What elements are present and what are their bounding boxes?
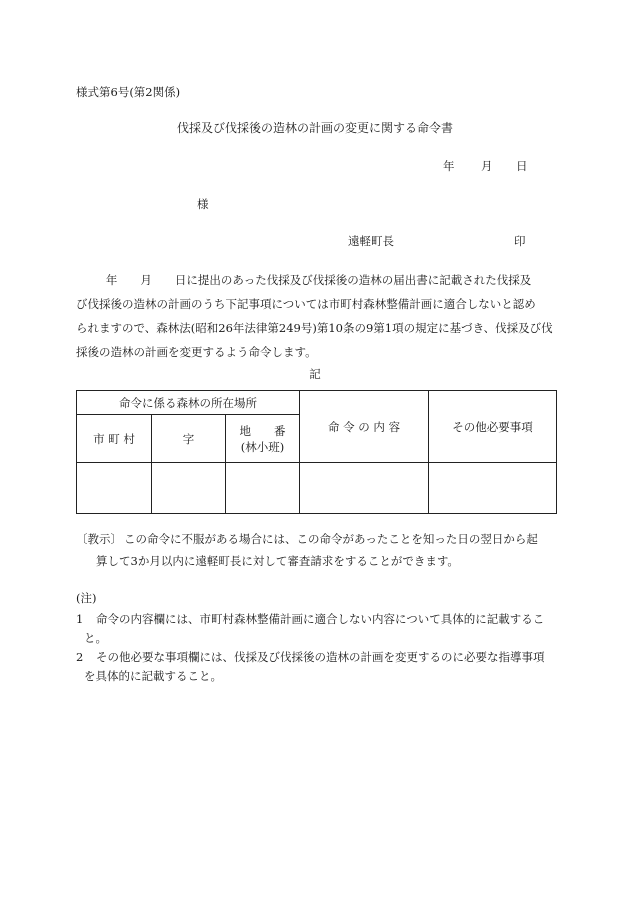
body-line: られますので、森林法(昭和26年法律第249号)第10条の9第1項の規定に基づき、伐採及び伐 [76,321,553,335]
addressee-suffix: 様 [197,197,209,211]
note-text: 命令の内容欄には、市町村森林整備計画に適合しない内容について具体的に記載するこ [96,612,545,626]
note-text-cont: と。 [84,631,107,645]
ki-heading: 記 [309,367,321,381]
other-header: その他必要事項 [429,391,557,463]
city-header: 市 町 村 [77,415,152,463]
date-year: 年 [443,159,455,173]
notice-line-2: 算して3か月以内に遠軽町長に対して審査請求をすることができます。 [96,554,459,568]
chiban-header [226,415,300,463]
issuer-name: 遠軽町長 [348,234,394,248]
content-header: 命 令 の 内 容 [300,391,429,463]
forest-location-table [76,390,557,514]
note-text: その他必要な事項欄には、伐採及び伐採後の造林の計画を変更するのに必要な指導事項 [96,650,545,664]
aza-cell[interactable] [152,463,226,514]
body-paragraph [76,268,558,364]
notes-header: (注) [76,591,97,605]
form-number: 様式第6号(第2関係) [76,85,181,99]
city-cell[interactable] [77,463,152,514]
other-cell[interactable] [429,463,557,514]
chiban-cell[interactable] [226,463,300,514]
note-text-cont: を具体的に記載すること。 [84,669,222,683]
aza-header: 字 [152,415,226,463]
body-line: 年 月 日に提出のあった伐採及び伐採後の造林の届出書に記載された伐採及 [105,273,532,287]
note-number: 2 [76,650,84,664]
chiban-sub-label: (林小班) [240,439,285,454]
location-header: 命令に係る森林の所在場所 [77,391,300,415]
note-number: 1 [76,612,84,626]
body-line: 採後の造林の計画を変更するよう命令します。 [76,345,317,359]
document-title: 伐採及び伐採後の造林の計画の変更に関する命令書 [176,121,453,135]
date-day: 日 [516,159,528,173]
notice-line-1: この命令に不服がある場合には、この命令があったことを知った日の翌日から起 [124,532,538,546]
issuer-seal: 印 [514,234,526,248]
date-month: 月 [481,159,493,173]
table-row [77,463,557,514]
content-cell[interactable] [300,463,429,514]
chiban-label: 地 番 [239,423,286,438]
notice-label: 〔教示〕 [76,532,122,546]
body-line: び伐採後の造林の計画のうち下記事項については市町村森林整備計画に適合しないと認め [76,297,536,311]
